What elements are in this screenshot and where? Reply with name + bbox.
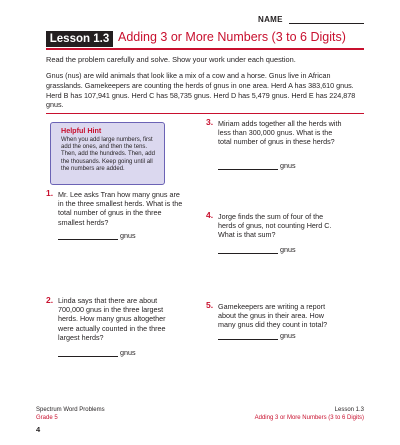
hint-title: Helpful Hint — [61, 126, 102, 135]
name-label: NAME — [258, 15, 283, 24]
answer-line[interactable] — [218, 161, 278, 170]
header-divider — [46, 48, 364, 50]
question-2-number: 2. — [46, 295, 54, 305]
answer-line[interactable] — [218, 331, 278, 340]
footer-book-title: Spectrum Word Problems — [36, 407, 105, 413]
footer-lesson-title: Adding 3 or More Numbers (3 to 6 Digits) — [254, 415, 364, 421]
hint-text: When you add large numbers, first add the ones, and then the tens. Then, add the hundreds. Then, add the thousands. Keep going until all the numbers are added. — [61, 137, 155, 172]
question-3-number: 3. — [206, 117, 214, 127]
answer-unit: gnus — [280, 245, 296, 254]
question-1-number: 1. — [46, 188, 54, 198]
question-5-text: Gamekeepers are writing a report about the gnus in their area. How many gnus did they count in total? — [218, 302, 328, 330]
answer-unit: gnus — [120, 231, 136, 240]
question-4-number: 4. — [206, 210, 214, 220]
lesson-title: Adding 3 or More Numbers (3 to 6 Digits) — [118, 30, 346, 44]
answer-unit: gnus — [280, 331, 296, 340]
question-3-text: Miriam adds together all the herds with less than 300,000 gnus. What is the total number of gnus in these herds? — [218, 119, 342, 147]
answer-line[interactable] — [58, 231, 118, 240]
helpful-hint-box — [50, 122, 165, 185]
name-field-line[interactable] — [289, 23, 364, 24]
footer-lesson: Lesson 1.3 — [334, 407, 364, 413]
question-3-answer — [218, 161, 296, 170]
question-4-text: Jorge finds the sum of four of the herds of gnus, not counting Herd C. What is that sum? — [218, 212, 332, 240]
answer-unit: gnus — [280, 161, 296, 170]
instructions: Read the problem carefully and solve. Show your work under each question. — [46, 55, 296, 64]
question-5-number: 5. — [206, 300, 214, 310]
footer-grade: Grade 5 — [36, 415, 58, 421]
page-number: 4 — [36, 425, 41, 434]
question-2-answer — [58, 348, 136, 357]
question-1-answer — [58, 231, 136, 240]
question-4-answer — [218, 245, 296, 254]
answer-unit: gnus — [120, 348, 136, 357]
answer-line[interactable] — [58, 348, 118, 357]
question-2-text: Linda says that there are about 700,000 gnus in the three largest herds. How many gnus altogether were actually counted in the three largest herds? — [58, 296, 166, 342]
intro-divider — [46, 113, 364, 114]
intro-paragraph: Gnus (nus) are wild animals that look like a mix of a cow and a horse. Gnus live in African grasslands. Gamekeepers are counting the herds of gnus in one area. Herd A has 383,610 gnus. Herd B has 107,941 gnus. Herd C has 58,735 gnus. Herd D has 5,479 gnus. Herd E has 224,878 gnus. — [46, 71, 356, 110]
answer-line[interactable] — [218, 245, 278, 254]
question-1-text: Mr. Lee asks Tran how many gnus are in the three smallest herds. What is the total number of gnus in the three smallest herds? — [58, 190, 183, 227]
question-5-answer — [218, 331, 296, 340]
lesson-badge: Lesson 1.3 — [46, 31, 113, 47]
